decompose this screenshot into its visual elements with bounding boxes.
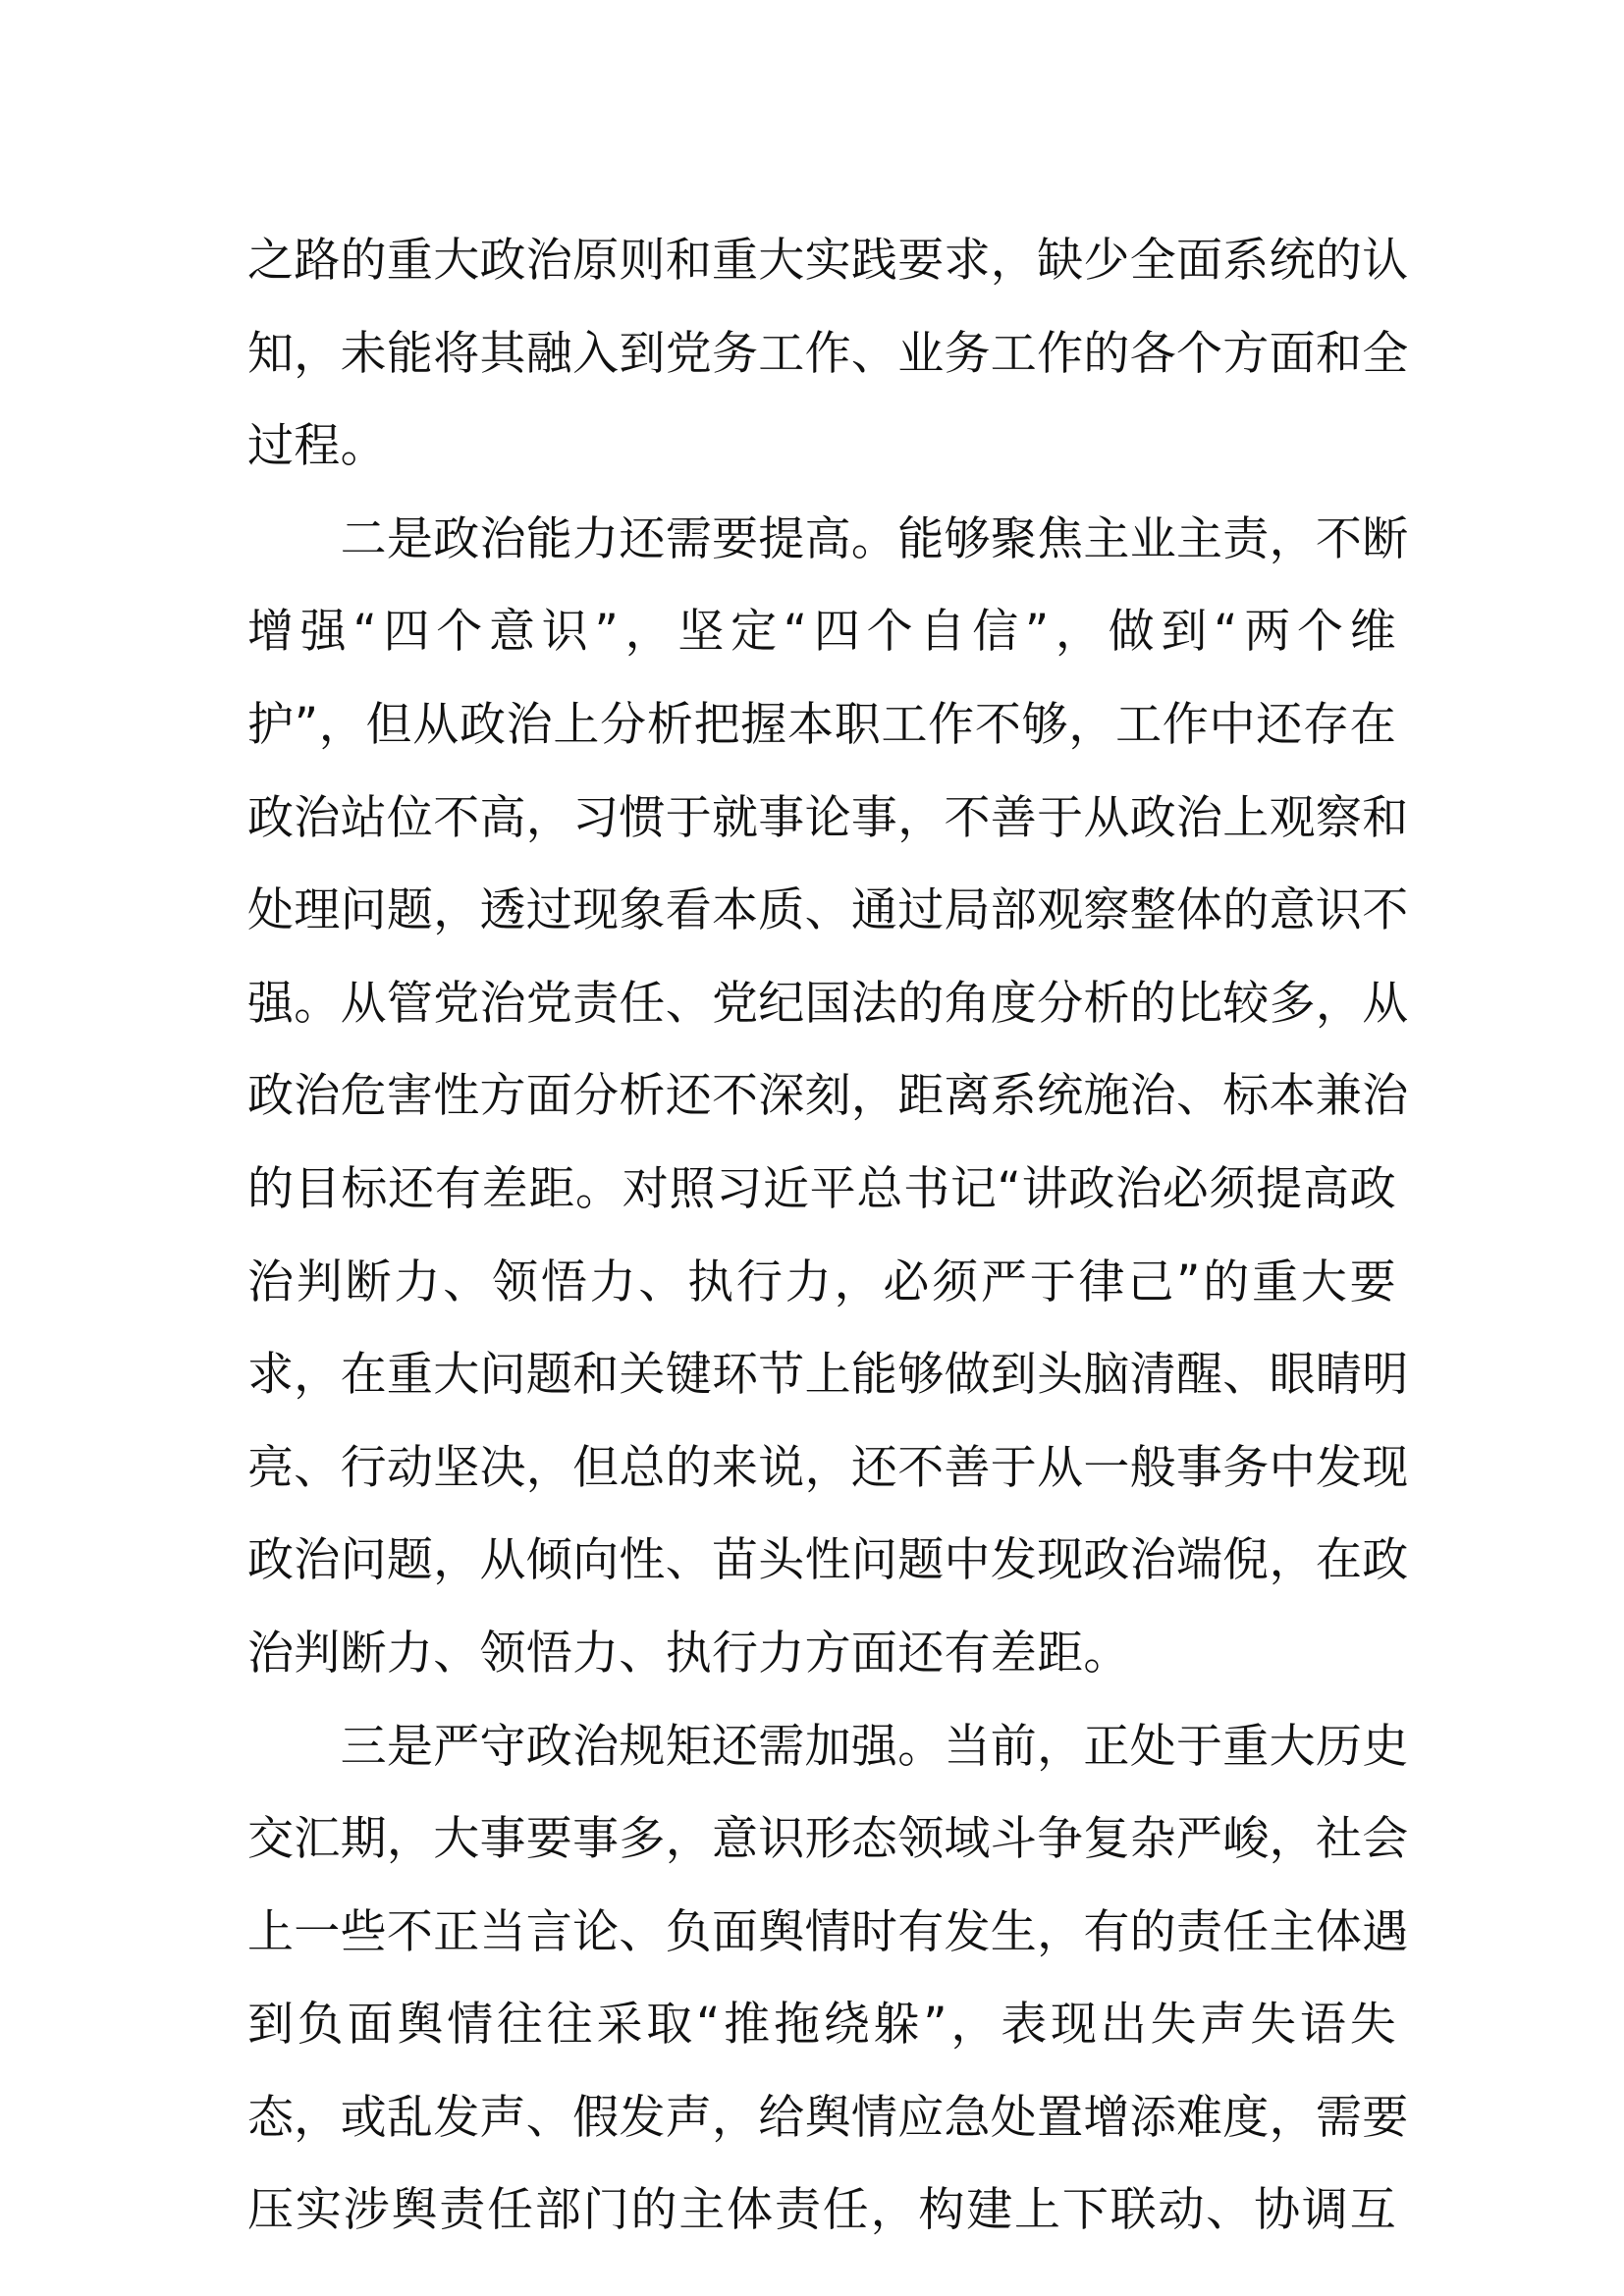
- text-line: 之路的重大政治原则和重大实践要求，缺少全面系统的认: [247, 234, 1409, 288]
- text-line: 护”，但从政治上分析把握本职工作不够，工作中还存在: [247, 697, 1396, 752]
- text-line: 增强“四个意识”，坚定“四个自信”，做到“两个维: [247, 605, 1396, 660]
- text-line: 处理问题，透过现象看本质、通过局部观察整体的意识不: [247, 883, 1409, 938]
- text-line: 态，或乱发声、假发声，给舆情应急处置增添难度，需要: [247, 2090, 1409, 2145]
- body-text: [247, 215, 1409, 2258]
- text-line: 治判断力、领悟力、执行力，必须严于律己”的重大要: [247, 1255, 1396, 1309]
- text-line: 求，在重大问题和关键环节上能够做到头脑清醒、眼睛明: [247, 1348, 1409, 1403]
- paragraph-start-line: 三是严守政治规矩还需加强。当前，正处于重大历史: [247, 1719, 1409, 1774]
- text-line: 知，未能将其融入到党务工作、业务工作的各个方面和全: [247, 326, 1409, 381]
- text-line: 强。从管党治党责任、党纪国法的角度分析的比较多，从: [247, 976, 1409, 1031]
- text-line: 政治问题，从倾向性、苗头性问题中发现政治端倪，在政: [247, 1533, 1409, 1588]
- text-line: 政治站位不高，习惯于就事论事，不善于从政治上观察和: [247, 790, 1409, 845]
- text-line: 过程。: [247, 419, 387, 474]
- text-line: 政治危害性方面分析还不深刻，距离系统施治、标本兼治: [247, 1069, 1409, 1124]
- text-line: 亮、行动坚决，但总的来说，还不善于从一般事务中发现: [247, 1440, 1409, 1495]
- text-line: 上一些不正当言论、负面舆情时有发生，有的责任主体遇: [247, 1904, 1409, 1959]
- text-line: 到负面舆情往往采取“推拖绕躲”，表现出失声失语失: [247, 1998, 1396, 2053]
- text-line: 交汇期，大事要事多，意识形态领域斗争复杂严峻，社会: [247, 1812, 1409, 1867]
- text-line: 的目标还有差距。对照习近平总书记“讲政治必须提高政: [247, 1161, 1396, 1216]
- paragraph-start-line: 二是政治能力还需要提高。能够聚焦主业主责，不断: [247, 511, 1409, 566]
- text-line: 压实涉舆责任部门的主体责任，构建上下联动、协调互: [247, 2183, 1396, 2238]
- text-line: 治判断力、领悟力、执行力方面还有差距。: [247, 1626, 1130, 1681]
